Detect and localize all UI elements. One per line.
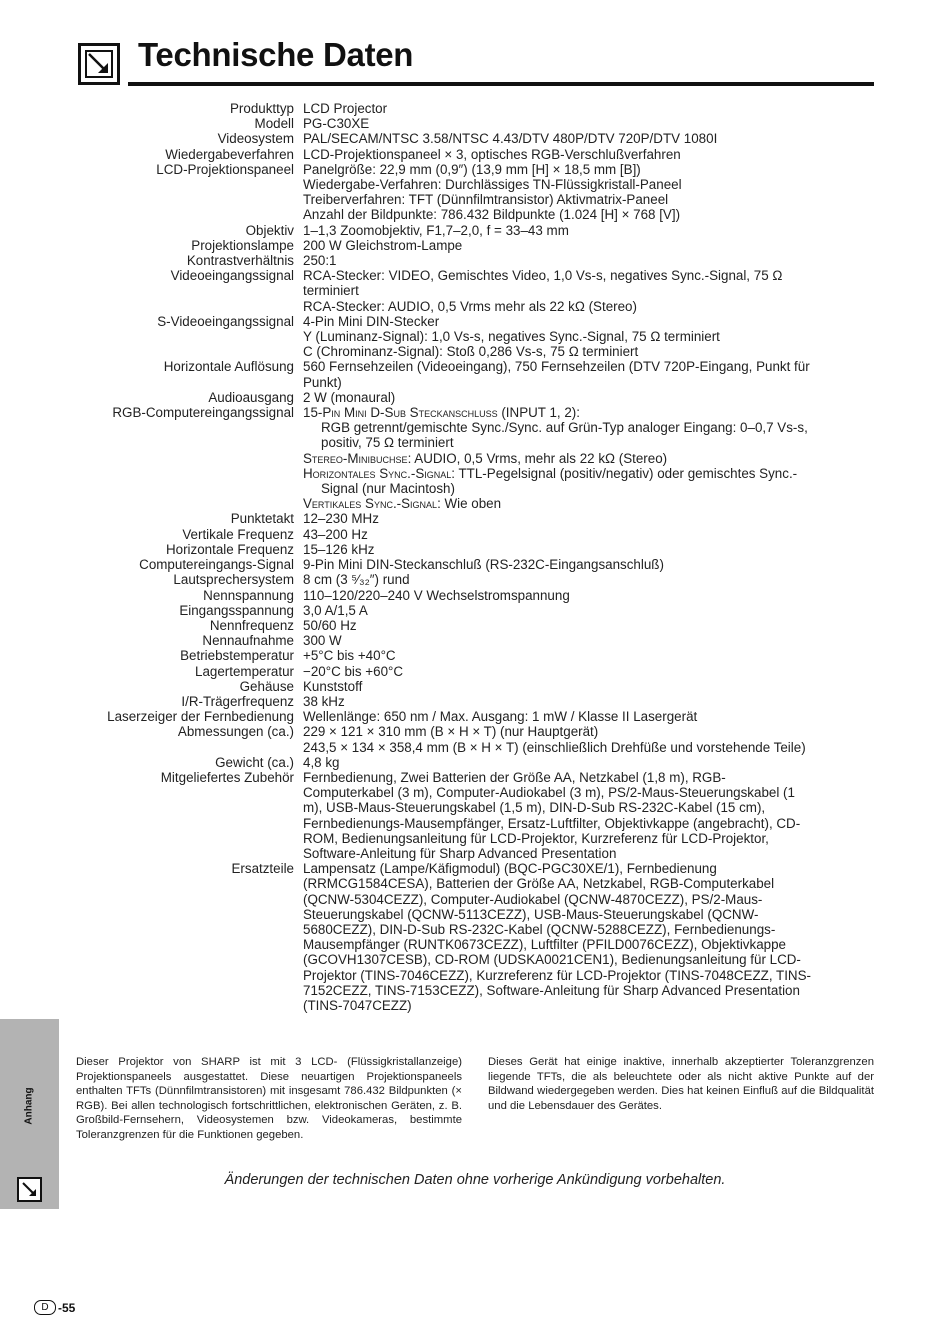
spec-row — [60, 633, 890, 648]
spec-value-text: (QCNW-5304CEZZ), Computer-Audiokabel (QCNW-4870CEZZ), PS/2-Maus- — [303, 891, 763, 907]
spec-value-line — [303, 709, 890, 724]
spec-label: Vertikale Frequenz — [182, 526, 294, 542]
spec-value-line — [303, 861, 890, 876]
spec-value-text: (TINS-7047CEZZ) — [303, 997, 412, 1013]
spec-value-line — [303, 542, 890, 557]
spec-value-line — [303, 907, 890, 922]
spec-row — [60, 755, 890, 770]
spec-row — [60, 147, 890, 162]
spec-label: Mitgeliefertes Zubehör — [160, 769, 294, 785]
spec-value-line — [303, 770, 890, 785]
spec-value — [303, 588, 890, 603]
spec-value-line — [303, 846, 890, 861]
spec-value-line — [303, 147, 890, 162]
spec-value-line — [303, 390, 890, 405]
spec-value-line — [303, 952, 890, 967]
spec-value-line — [303, 557, 890, 572]
spec-value-line — [303, 892, 890, 907]
spec-value-line — [303, 314, 890, 329]
spec-value-line — [303, 101, 890, 116]
spec-value-text: 1–1,3 Zoomobjektiv, F1,7–2,0, f = 33–43 mm — [303, 222, 569, 238]
spec-value-text: 7152CEZZ, TINS-7153CEZZ), Software-Anleitung für Sharp Advanced Presentation — [303, 982, 800, 998]
spec-label: Eingangsspannung — [179, 602, 294, 618]
footer-note: Änderungen der technischen Daten ohne vorherige Ankündigung vorbehalten. — [224, 1172, 726, 1188]
spec-label: Objektiv — [245, 222, 294, 238]
spec-label: RGB-Computereingangssignal — [112, 405, 294, 421]
spec-value-line — [303, 344, 890, 359]
spec-row — [60, 572, 890, 587]
spec-value-line — [303, 496, 890, 511]
spec-value-text: 229 × 121 × 310 mm (B × H × T) (nur Hauptgerät) — [303, 724, 599, 740]
spec-value — [303, 664, 890, 679]
spec-label: Wiedergabeverfahren — [165, 146, 294, 162]
spec-value-line — [303, 876, 890, 891]
page-number-value: -55 — [58, 1300, 76, 1315]
spec-label: Nennaufnahme — [202, 633, 294, 649]
spec-label: Produkttyp — [229, 101, 294, 116]
spec-value-text: 560 Fernsehzeilen (Videoeingang), 750 Fernsehzeilen (DTV 720P-Eingang, Punkt für — [303, 359, 810, 375]
spec-value-line — [303, 588, 890, 603]
spec-value-line — [303, 481, 890, 496]
spec-value-line — [303, 359, 890, 374]
spec-value — [303, 603, 890, 618]
spec-row — [60, 359, 890, 389]
spec-value-line — [303, 329, 890, 344]
spec-value-text: 300 W — [303, 633, 342, 649]
spec-value-text: terminiert — [303, 283, 359, 299]
spec-value-text: 110–120/220–240 V Wechselstromspannung — [303, 587, 570, 603]
spec-value-line — [303, 572, 890, 587]
spec-value-text: (RRMCG1584CESA), Batterien der Größe AA, Netzkabel, RGB-Computerkabel — [303, 876, 775, 892]
spec-value — [303, 542, 890, 557]
spec-value-line — [303, 968, 890, 983]
specifications-list — [60, 101, 890, 1013]
spec-row — [60, 557, 890, 572]
spec-value — [303, 223, 890, 238]
spec-value — [303, 861, 890, 1013]
spec-value-line — [303, 937, 890, 952]
spec-value-line — [303, 740, 890, 755]
spec-value-text: 9-Pin Mini DIN-Steckanschluß (RS-232C-Eingangsanschluß) — [303, 557, 664, 573]
spec-value-line — [303, 131, 890, 146]
spec-value-line — [303, 679, 890, 694]
spec-value — [303, 131, 890, 146]
spec-value — [303, 405, 890, 511]
spec-label: Gewicht (ca.) — [215, 754, 294, 770]
spec-value-text: 4-Pin Mini DIN-Stecker — [303, 313, 440, 329]
spec-label: Nennspannung — [203, 587, 294, 603]
spec-value-line — [303, 800, 890, 815]
spec-row — [60, 664, 890, 679]
language-badge: D — [34, 1300, 56, 1315]
spec-value-line — [303, 192, 890, 207]
spec-value-text: Panelgröße: 22,9 mm (0,9″) (13,9 mm [H] × 18,5 mm [B]) — [303, 161, 641, 177]
section-side-label: Anhang — [23, 1087, 35, 1125]
spec-value — [303, 268, 890, 314]
spec-label: Videosystem — [217, 131, 294, 147]
spec-value-text: RCA-Stecker: VIDEO, Gemischtes Video, 1,0 Vs-s, negatives Sync.-Signal, 75 Ω — [303, 268, 783, 284]
spec-value — [303, 618, 890, 633]
spec-row — [60, 527, 890, 542]
spec-value — [303, 390, 890, 405]
spec-value-text: Wellenlänge: 650 nm / Max. Ausgang: 1 mW / Klasse II Lasergerät — [303, 709, 698, 725]
spec-label: Kontrastverhältnis — [186, 253, 294, 269]
spec-label: Projektionslampe — [191, 237, 294, 253]
spec-label: Punktetakt — [230, 511, 294, 527]
spec-value-line — [303, 527, 890, 542]
spec-row — [60, 511, 890, 526]
spec-value-heading: Stereo-Minibuchse — [303, 450, 408, 466]
spec-value-text: RGB getrennt/gemischte Sync./Sync. auf Grün-Typ analoger Eingang: 0–0,7 Vs-s, — [321, 420, 808, 436]
spec-value-line — [303, 451, 890, 466]
spec-value-line — [303, 162, 890, 177]
spec-value-text: 50/60 Hz — [303, 617, 357, 633]
spec-value-text: LCD-Projektionspaneel × 3, optisches RGB-Verschlußverfahren — [303, 146, 681, 162]
spec-value-line — [303, 466, 890, 481]
spec-label: Videoeingangssignal — [170, 268, 294, 284]
spec-value-text: 243,5 × 134 × 358,4 mm (B × H × T) (einschließlich Drehfüße und vorstehende Teile) — [303, 739, 806, 755]
spec-row — [60, 694, 890, 709]
spec-value-line — [303, 755, 890, 770]
spec-value-line — [303, 299, 890, 314]
spec-value-text: Kunststoff — [303, 678, 363, 694]
spec-row — [60, 268, 890, 314]
spec-label: LCD-Projektionspaneel — [156, 161, 294, 177]
spec-value-text: RCA-Stecker: AUDIO, 0,5 Vrms mehr als 22 kΩ (Stereo) — [303, 298, 637, 314]
spec-value — [303, 101, 890, 116]
spec-value — [303, 527, 890, 542]
spec-label: I/R-Trägerfrequenz — [181, 693, 294, 709]
spec-value-text: : Wie oben — [437, 496, 502, 512]
spec-row — [60, 223, 890, 238]
spec-value — [303, 359, 890, 389]
spec-value-text: LCD Projector — [303, 101, 388, 116]
spec-value-line — [303, 618, 890, 633]
spec-value-line — [303, 724, 890, 739]
spec-label: Horizontale Auflösung — [163, 359, 294, 375]
spec-value-line — [303, 177, 890, 192]
spec-value — [303, 709, 890, 724]
corner-arrow-icon — [78, 43, 120, 85]
page-number — [34, 1300, 75, 1315]
spec-value-line — [303, 511, 890, 526]
spec-value-line — [303, 603, 890, 618]
spec-label: Modell — [254, 116, 294, 132]
spec-row — [60, 314, 890, 360]
spec-value-line — [303, 648, 890, 663]
spec-row — [60, 861, 890, 1013]
spec-value-line — [303, 633, 890, 648]
spec-value-line — [303, 694, 890, 709]
spec-value-line — [303, 998, 890, 1013]
spec-value-text: : AUDIO, 0,5 Vrms, mehr als 22 kΩ (Stereo) — [407, 450, 668, 466]
spec-value — [303, 147, 890, 162]
spec-row — [60, 390, 890, 405]
spec-value — [303, 253, 890, 268]
spec-value-line — [303, 435, 890, 450]
spec-label: Lautsprechersystem — [173, 572, 294, 588]
spec-value-text: 5680CEZZ), DIN-D-Sub RS-232C-Kabel (QCNW-5288CEZZ), Fernbedienungs- — [303, 921, 776, 937]
spec-row — [60, 131, 890, 146]
spec-value-text: Wiedergabe-Verfahren: Durchlässiges TN-Flüssigkristall-Paneel — [303, 177, 682, 193]
spec-row — [60, 162, 890, 223]
spec-value-text: 3,0 A/1,5 A — [303, 602, 368, 618]
spec-value-text: C (Chrominanz-Signal): Stoß 0,286 Vs-s, 75 Ω terminiert — [303, 344, 639, 360]
spec-value — [303, 648, 890, 663]
spec-value — [303, 770, 890, 861]
spec-value-text: 250:1 — [303, 253, 337, 269]
spec-value-text: ROM, Bedienungsanleitung für LCD-Projektor, Kurzreferenz für LCD-Projektor, — [303, 830, 769, 846]
spec-value — [303, 238, 890, 253]
spec-label: Betriebstemperatur — [180, 648, 294, 664]
spec-value — [303, 557, 890, 572]
spec-value-text: +5°C bis +40°C — [303, 648, 396, 664]
spec-value-text: positiv, 75 Ω terminiert — [321, 435, 454, 451]
spec-row — [60, 770, 890, 861]
spec-row — [60, 238, 890, 253]
spec-value-text: 8 cm (3 ⁵⁄₃₂″) rund — [303, 572, 410, 588]
spec-value-text: Anzahl der Bildpunkte: 786.432 Bildpunkte (1.024 [H] × 768 [V]) — [303, 207, 681, 223]
spec-label: Horizontale Frequenz — [165, 541, 294, 557]
spec-value — [303, 511, 890, 526]
spec-value-heading: Horizontales Sync.-Signal — [303, 465, 452, 481]
spec-value — [303, 572, 890, 587]
spec-value-text: Treiberverfahren: TFT (Dünnfilmtransistor) Aktivmatrix-Paneel — [303, 192, 669, 208]
spec-value-text: −20°C bis +60°C — [303, 663, 404, 679]
spec-label: Audioausgang — [208, 389, 294, 405]
spec-row — [60, 724, 890, 754]
spec-value-text: 38 kHz — [303, 693, 345, 709]
spec-value-line — [303, 405, 890, 420]
spec-value-line — [303, 223, 890, 238]
spec-label: Lagertemperatur — [195, 663, 294, 679]
spec-value-text: (GCOVH1307CESB), CD-ROM (UDSKA0021CEN1), Bedienungsanleitung für LCD- — [303, 952, 801, 968]
spec-value-text: 4,8 kg — [303, 754, 340, 770]
spec-value-text: : TTL-Pegelsignal (positiv/negativ) oder gemischtes Sync.- — [451, 465, 798, 481]
spec-row — [60, 709, 890, 724]
spec-value-text: 15–126 kHz — [303, 541, 375, 557]
spec-value-line — [303, 816, 890, 831]
spec-value-text: Fernbedienungs-Mausempfänger, Ersatz-Luftfilter, Objektivkappe (angebracht), CD- — [303, 815, 801, 831]
spec-label: Computereingangs-Signal — [139, 557, 294, 573]
spec-value-text: (INPUT 1, 2): — [497, 405, 580, 421]
spec-row — [60, 405, 890, 511]
spec-value-text: 12–230 MHz — [303, 511, 379, 527]
spec-value-line — [303, 375, 890, 390]
spec-value — [303, 724, 890, 754]
spec-value — [303, 314, 890, 360]
spec-value-text: Lampensatz (Lampe/Käfigmodul) (BQC-PGC30XE/1), Fernbedienung — [303, 861, 717, 877]
spec-value-text: PAL/SECAM/NTSC 3.58/NTSC 4.43/DTV 480P/DTV 720P/DTV 1080I — [303, 131, 718, 147]
spec-value-text: Signal (nur Macintosh) — [321, 481, 455, 497]
spec-label: S-Videoeingangssignal — [157, 313, 294, 329]
spec-value — [303, 633, 890, 648]
spec-row — [60, 648, 890, 663]
spec-row — [60, 253, 890, 268]
spec-value-line — [303, 922, 890, 937]
spec-label: Abmessungen (ca.) — [177, 724, 294, 740]
title-rule — [128, 82, 874, 86]
spec-value-line — [303, 664, 890, 679]
spec-value — [303, 679, 890, 694]
spec-row — [60, 542, 890, 557]
spec-value-text: m), USB-Maus-Steuerungskabel (1,5 m), DIN-D-Sub RS-232C-Kabel (15 cm), — [303, 800, 766, 816]
spec-value-text: Punkt) — [303, 374, 342, 390]
spec-value — [303, 694, 890, 709]
spec-value-line — [303, 238, 890, 253]
spec-value-text: PG-C30XE — [303, 116, 370, 132]
spec-value-heading: 15-Pin Mini D-Sub Steckanschluss — [303, 405, 498, 421]
spec-value-text: Fernbedienung, Zwei Batterien der Größe AA, Netzkabel (1,8 m), RGB- — [303, 769, 726, 785]
spec-value — [303, 116, 890, 131]
spec-value-text: Steuerungskabel (QCNW-5113CEZZ), USB-Maus-Steuerungskabel (QCNW- — [303, 906, 759, 922]
spec-row — [60, 618, 890, 633]
lcd-note-left: Dieser Projektor von SHARP ist mit 3 LCD- (Flüssigkristallanzeige) Projektionspaneels ausgestattet. Diese neuartigen Projektionspaneels enthalten TFTs (Dünnfilmtransistoren) mit insgesamt 786.432 Bildpunkten (× RGB). Bei allen technologisch fortschrittlichen, elektronischen Geräten, z. B. Großbild-Fernsehern, Videosystemen bzw. Videokameras, bestimmte Toleranzgrenzen für die Funktionen gegeben. — [76, 1056, 462, 1141]
spec-row — [60, 679, 890, 694]
spec-value-line — [303, 116, 890, 131]
spec-value-text: 43–200 Hz — [303, 526, 368, 542]
spec-row — [60, 588, 890, 603]
spec-value-text: Computerkabel (3 m), Computer-Audiokabel (3 m), PS/2-Maus-Steuerungskabel (1 — [303, 785, 795, 801]
spec-row — [60, 603, 890, 618]
spec-value-text: 200 W Gleichstrom-Lampe — [303, 237, 463, 253]
spec-label: Laserzeiger der Fernbedienung — [107, 709, 294, 725]
spec-value-text: 2 W (monaural) — [303, 389, 396, 405]
spec-value-line — [303, 420, 890, 435]
spec-value — [303, 755, 890, 770]
spec-row — [60, 101, 890, 116]
spec-value-line — [303, 253, 890, 268]
spec-label: Nennfrequenz — [209, 617, 294, 633]
spec-value-line — [303, 268, 890, 283]
spec-label: Gehäuse — [239, 678, 294, 694]
spec-value-text: Y (Luminanz-Signal): 1,0 Vs-s, negatives Sync.-Signal, 75 Ω terminiert — [303, 329, 720, 345]
spec-value-line — [303, 983, 890, 998]
spec-value-line — [303, 831, 890, 846]
spec-value-line — [303, 785, 890, 800]
spec-value-line — [303, 283, 890, 298]
lcd-note-right: Dieses Gerät hat einige inaktive, innerhalb akzeptierter Toleranzgrenzen liegende TFTs, die als beleuchtete oder als nicht aktive Punkte auf der Bildwand wiedergegeben werden. Dies hat keinen Einfluß auf die Bildqualität und die Lebensdauer des Gerätes. — [488, 1056, 874, 1112]
page-title: Technische Daten — [138, 36, 414, 73]
spec-value-heading: Vertikales Sync.-Signal — [303, 496, 438, 512]
spec-label: Ersatzteile — [231, 861, 294, 877]
spec-value — [303, 162, 890, 223]
spec-value-text: Software-Anleitung für Sharp Advanced Presentation — [303, 845, 617, 861]
spec-row — [60, 116, 890, 131]
spec-value-text: Mausempfänger (RUNTK0673CEZZ), Luftfilter (PFILD0076CEZZ), Objektivkappe — [303, 937, 786, 953]
spec-value-line — [303, 207, 890, 222]
spec-value-text: Projektor (TINS-7046CEZZ), Kurzreferenz für LCD-Projektor (TINS-7048CEZZ, TINS- — [303, 967, 811, 983]
